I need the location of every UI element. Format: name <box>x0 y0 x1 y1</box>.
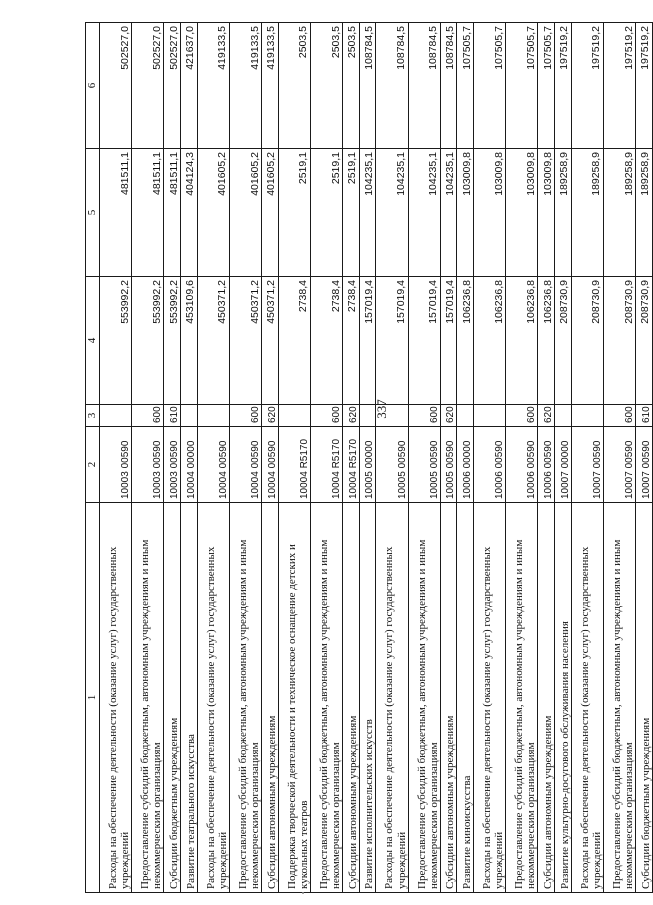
table-row <box>506 23 538 893</box>
row-amount-3: 419133,5 <box>262 23 279 149</box>
row-code: 10003 00590 <box>164 427 181 503</box>
table-body <box>100 23 653 893</box>
row-amount-1: 450371,2 <box>262 277 279 405</box>
row-amount-3: 502527,0 <box>132 23 164 149</box>
row-amount-1: 2738,4 <box>343 277 360 405</box>
table-row <box>636 23 653 893</box>
row-amount-2: 481511,1 <box>164 149 181 277</box>
row-code: 10004 R5170 <box>278 427 310 503</box>
page-number: 337 <box>374 399 389 419</box>
table-row <box>197 23 229 893</box>
table-row <box>164 23 181 893</box>
row-type <box>376 405 408 427</box>
row-type: 620 <box>440 405 457 427</box>
table-row <box>440 23 457 893</box>
row-amount-3: 107505,7 <box>474 23 506 149</box>
row-type <box>278 405 310 427</box>
row-amount-3: 197519,2 <box>636 23 653 149</box>
row-name: Поддержка творческой деятельности и техническое оснащение детских и кукольных театров <box>278 503 310 893</box>
row-name: Субсидии автономным учреждениям <box>262 503 279 893</box>
row-amount-1: 208730,9 <box>555 277 572 405</box>
row-type: 600 <box>229 405 261 427</box>
row-code: 10007 00590 <box>603 427 635 503</box>
row-name: Расходы на обеспечение деятельности (оказание услуг) государственных учреждений <box>376 503 408 893</box>
row-amount-2: 103009,8 <box>457 149 474 277</box>
row-type: 600 <box>603 405 635 427</box>
table-row <box>262 23 279 893</box>
table-row <box>100 23 132 893</box>
row-name: Развитие культурно-досугового обслуживания населения <box>555 503 572 893</box>
table-row <box>457 23 474 893</box>
row-amount-1: 450371,2 <box>229 277 261 405</box>
row-amount-2: 189258,9 <box>636 149 653 277</box>
table-row <box>343 23 360 893</box>
row-amount-3: 108784,5 <box>408 23 440 149</box>
row-code: 10007 00590 <box>571 427 603 503</box>
row-name: Предоставление субсидий бюджетным, автономным учреждениям и иным некоммерческим организациям <box>310 503 342 893</box>
row-amount-2: 104235,1 <box>408 149 440 277</box>
row-type: 610 <box>164 405 181 427</box>
row-code: 10005 00590 <box>376 427 408 503</box>
table-row <box>278 23 310 893</box>
row-name: Субсидии бюджетным учреждениям <box>636 503 653 893</box>
row-amount-1: 450371,2 <box>197 277 229 405</box>
row-type: 600 <box>132 405 164 427</box>
row-amount-1: 453109,6 <box>181 277 198 405</box>
row-type: 600 <box>408 405 440 427</box>
row-amount-3: 197519,2 <box>571 23 603 149</box>
row-amount-1: 157019,4 <box>408 277 440 405</box>
row-amount-2: 189258,9 <box>555 149 572 277</box>
row-name: Предоставление субсидий бюджетным, автономным учреждениям и иным некоммерческим организациям <box>132 503 164 893</box>
row-amount-2: 189258,9 <box>603 149 635 277</box>
row-amount-1: 106236,8 <box>506 277 538 405</box>
column-header-amount-2: 5 <box>86 149 100 277</box>
row-amount-2: 401605,2 <box>197 149 229 277</box>
row-amount-2: 104235,1 <box>440 149 457 277</box>
column-header-code: 2 <box>86 427 100 503</box>
row-amount-1: 553992,2 <box>132 277 164 405</box>
table-row <box>571 23 603 893</box>
row-name: Расходы на обеспечение деятельности (оказание услуг) государственных учреждений <box>474 503 506 893</box>
scan-dot <box>302 892 304 894</box>
row-name: Развитие театрального искусства <box>181 503 198 893</box>
row-amount-2: 103009,8 <box>538 149 555 277</box>
row-type <box>555 405 572 427</box>
row-name: Предоставление субсидий бюджетным, автономным учреждениям и иным некоммерческим организациям <box>603 503 635 893</box>
table-row <box>408 23 440 893</box>
row-amount-3: 2503,5 <box>278 23 310 149</box>
row-type <box>359 405 376 427</box>
row-amount-1: 157019,4 <box>376 277 408 405</box>
row-code: 10007 00000 <box>555 427 572 503</box>
table-row <box>229 23 261 893</box>
table-header-row <box>86 23 100 893</box>
row-code: 10004 00000 <box>181 427 198 503</box>
row-amount-2: 189258,9 <box>571 149 603 277</box>
row-code: 10003 00590 <box>100 427 132 503</box>
row-amount-2: 103009,8 <box>506 149 538 277</box>
row-amount-3: 108784,5 <box>376 23 408 149</box>
row-type <box>181 405 198 427</box>
row-name: Развитие исполнительских искусств <box>359 503 376 893</box>
table-row <box>555 23 572 893</box>
row-amount-2: 103009,8 <box>474 149 506 277</box>
row-amount-3: 421637,0 <box>181 23 198 149</box>
column-header-amount-3: 6 <box>86 23 100 149</box>
rotated-table-container <box>85 23 653 893</box>
row-name: Расходы на обеспечение деятельности (оказание услуг) государственных учреждений <box>571 503 603 893</box>
column-header-amount-1: 4 <box>86 277 100 405</box>
row-type <box>457 405 474 427</box>
row-code: 10005 00000 <box>359 427 376 503</box>
row-code: 10006 00590 <box>506 427 538 503</box>
row-name: Развитие киноискусства <box>457 503 474 893</box>
row-type: 600 <box>506 405 538 427</box>
row-amount-3: 107505,7 <box>506 23 538 149</box>
row-amount-3: 2503,5 <box>343 23 360 149</box>
row-type <box>474 405 506 427</box>
row-amount-2: 401605,2 <box>229 149 261 277</box>
row-code: 10006 00590 <box>538 427 555 503</box>
row-name: Субсидии автономным учреждениям <box>343 503 360 893</box>
row-amount-2: 2519,1 <box>310 149 342 277</box>
row-amount-2: 104235,1 <box>376 149 408 277</box>
column-header-name: 1 <box>86 503 100 893</box>
row-code: 10006 00590 <box>474 427 506 503</box>
row-code: 10005 00590 <box>408 427 440 503</box>
row-amount-3: 108784,5 <box>440 23 457 149</box>
row-amount-2: 481511,1 <box>100 149 132 277</box>
row-type: 620 <box>538 405 555 427</box>
table-row <box>181 23 198 893</box>
row-amount-3: 108784,5 <box>359 23 376 149</box>
budget-table <box>85 22 653 893</box>
row-name: Предоставление субсидий бюджетным, автономным учреждениям и иным некоммерческим организациям <box>408 503 440 893</box>
row-amount-2: 401605,2 <box>262 149 279 277</box>
row-amount-1: 208730,9 <box>571 277 603 405</box>
row-amount-2: 104235,1 <box>359 149 376 277</box>
row-name: Расходы на обеспечение деятельности (оказание услуг) государственных учреждений <box>197 503 229 893</box>
row-amount-1: 157019,4 <box>359 277 376 405</box>
row-code: 10004 00590 <box>197 427 229 503</box>
table-row <box>474 23 506 893</box>
row-amount-1: 106236,8 <box>538 277 555 405</box>
row-amount-3: 107505,7 <box>538 23 555 149</box>
row-type: 620 <box>343 405 360 427</box>
row-amount-1: 553992,2 <box>100 277 132 405</box>
row-code: 10004 00590 <box>229 427 261 503</box>
row-amount-2: 481511,1 <box>132 149 164 277</box>
row-amount-2: 404124,3 <box>181 149 198 277</box>
row-type: 610 <box>636 405 653 427</box>
row-amount-3: 502527,0 <box>100 23 132 149</box>
row-name: Субсидии автономным учреждениям <box>440 503 457 893</box>
row-code: 10004 R5170 <box>343 427 360 503</box>
row-amount-3: 107505,7 <box>457 23 474 149</box>
row-code: 10006 00000 <box>457 427 474 503</box>
row-code: 10005 00590 <box>440 427 457 503</box>
row-type <box>571 405 603 427</box>
row-amount-2: 2519,1 <box>278 149 310 277</box>
table-row <box>132 23 164 893</box>
row-name: Субсидии автономным учреждениям <box>538 503 555 893</box>
row-amount-1: 106236,8 <box>474 277 506 405</box>
table-row <box>538 23 555 893</box>
row-amount-2: 2519,1 <box>343 149 360 277</box>
row-type <box>100 405 132 427</box>
table-row <box>603 23 635 893</box>
row-amount-1: 157019,4 <box>440 277 457 405</box>
row-amount-3: 2503,5 <box>310 23 342 149</box>
row-amount-1: 2738,4 <box>310 277 342 405</box>
row-amount-3: 197519,2 <box>555 23 572 149</box>
row-name: Предоставление субсидий бюджетным, автономным учреждениям и иным некоммерческим организациям <box>229 503 261 893</box>
row-amount-1: 208730,9 <box>603 277 635 405</box>
row-code: 10007 00590 <box>636 427 653 503</box>
row-amount-3: 502527,0 <box>164 23 181 149</box>
table-row <box>310 23 342 893</box>
row-name: Предоставление субсидий бюджетным, автономным учреждениям и иным некоммерческим организациям <box>506 503 538 893</box>
row-amount-1: 208730,9 <box>636 277 653 405</box>
row-code: 10003 00590 <box>132 427 164 503</box>
row-amount-3: 419133,5 <box>197 23 229 149</box>
row-amount-1: 106236,8 <box>457 277 474 405</box>
row-type <box>197 405 229 427</box>
row-amount-3: 197519,2 <box>603 23 635 149</box>
row-name: Субсидии бюджетным учреждениям <box>164 503 181 893</box>
table-row <box>376 23 408 893</box>
column-header-type: 3 <box>86 405 100 427</box>
row-type: 620 <box>262 405 279 427</box>
row-name: Расходы на обеспечение деятельности (оказание услуг) государственных учреждений <box>100 503 132 893</box>
row-amount-3: 419133,5 <box>229 23 261 149</box>
row-amount-1: 553992,2 <box>164 277 181 405</box>
row-code: 10004 00590 <box>262 427 279 503</box>
table-row <box>359 23 376 893</box>
row-amount-1: 2738,4 <box>278 277 310 405</box>
row-type: 600 <box>310 405 342 427</box>
row-code: 10004 R5170 <box>310 427 342 503</box>
